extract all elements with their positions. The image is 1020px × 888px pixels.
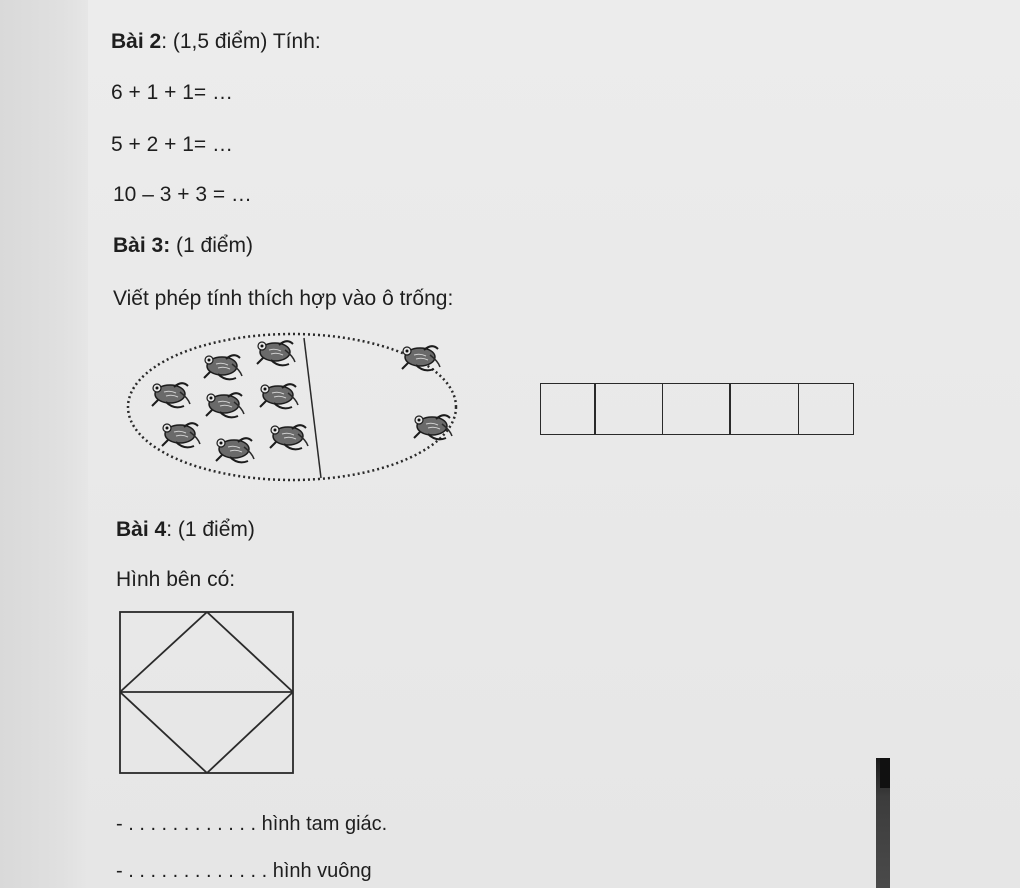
bai4-heading xyxy=(116,518,255,542)
answer-box[interactable] xyxy=(662,383,731,435)
bai3-instruction: Viết phép tính thích hợp vào ô trống: xyxy=(113,287,454,310)
frog-icon xyxy=(270,425,308,449)
bai2-heading-text: : (1,5 điểm) Tính: xyxy=(161,30,321,53)
frog-icon xyxy=(206,393,244,417)
bai2-expression-3: 10 – 3 + 3 = … xyxy=(113,183,252,206)
bai4-prompt: Hình bên có: xyxy=(116,568,236,591)
bai3-heading-text: (1 điểm) xyxy=(170,234,254,257)
bai4-blank-1[interactable]: - . . . . . . . . . . . . xyxy=(116,813,257,835)
dark-edge-object-top xyxy=(880,758,890,788)
bai4-answer-line-2 xyxy=(116,860,372,883)
answer-box[interactable] xyxy=(540,383,596,435)
bai4-answer-label-2: hình vuông xyxy=(272,860,372,882)
bai4-heading-text: : (1 điểm) xyxy=(166,518,255,541)
bai3-heading-number: Bài 3: xyxy=(113,234,171,257)
frog-icon xyxy=(204,355,242,379)
frog-icon xyxy=(257,341,295,365)
frog-icon xyxy=(414,415,452,439)
frog-group-divider xyxy=(304,338,321,478)
bai2-expression-1: 6 + 1 + 1= … xyxy=(111,81,234,104)
bai4-blank-2[interactable]: - . . . . . . . . . . . . . xyxy=(116,860,268,882)
frog-icon xyxy=(216,438,254,462)
answer-box[interactable] xyxy=(729,383,799,435)
frog-icon xyxy=(162,423,200,447)
bai4-answer-label-1: hình tam giác. xyxy=(261,813,388,835)
bai4-answer-line-1 xyxy=(116,813,387,836)
frog-icon xyxy=(152,383,190,407)
bai2-expression-2: 5 + 2 + 1= … xyxy=(111,133,234,156)
answer-box[interactable] xyxy=(798,383,854,435)
bai4-heading-number: Bài 4 xyxy=(116,518,167,541)
frog-icon xyxy=(402,346,440,370)
frog-icon xyxy=(260,384,298,408)
answer-box[interactable] xyxy=(594,383,663,435)
bai2-heading-number: Bài 2 xyxy=(111,30,162,53)
answer-box-row xyxy=(541,383,854,435)
bai4-geometry-figure xyxy=(120,612,293,773)
